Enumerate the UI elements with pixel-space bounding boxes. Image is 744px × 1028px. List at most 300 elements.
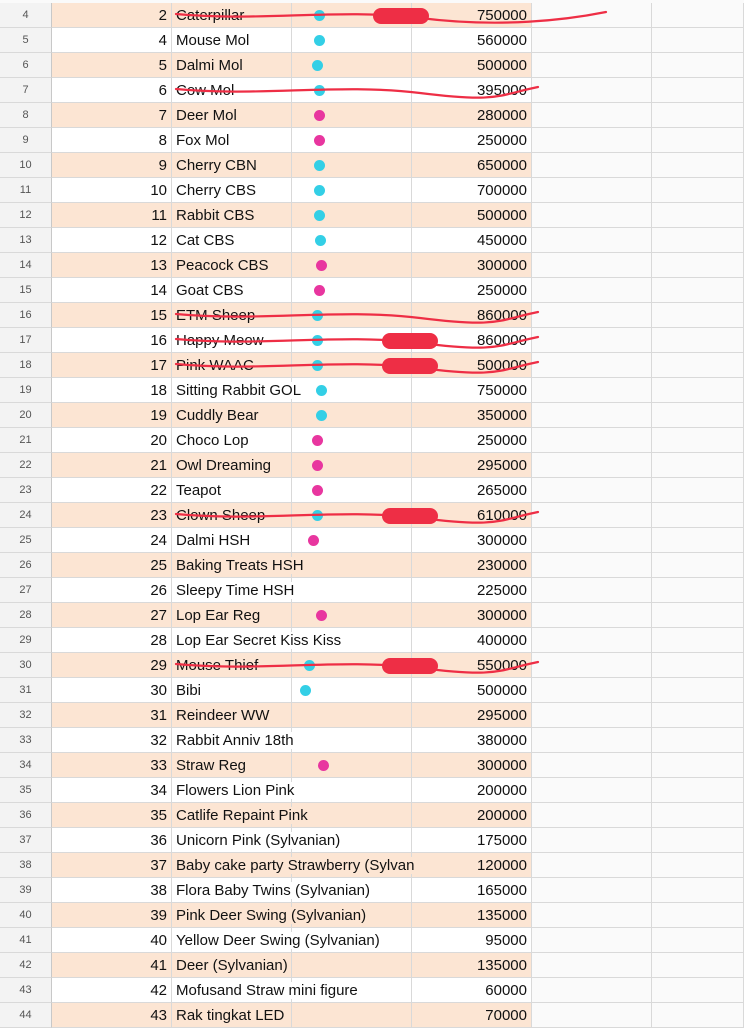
- empty-cell[interactable]: [652, 503, 744, 528]
- empty-cell[interactable]: [532, 728, 652, 753]
- item-name-text: Lop Ear Reg: [176, 607, 261, 624]
- status-cell[interactable]: [292, 203, 412, 228]
- status-cell[interactable]: [292, 353, 412, 378]
- price-cell[interactable]: 250000: [412, 278, 532, 303]
- price-cell[interactable]: 300000: [412, 253, 532, 278]
- empty-cell[interactable]: [532, 653, 652, 678]
- empty-cell[interactable]: [652, 678, 744, 703]
- price-cell[interactable]: 280000: [412, 103, 532, 128]
- row-number-header[interactable]: 25: [0, 528, 52, 553]
- item-number-cell[interactable]: 37: [52, 853, 172, 878]
- empty-cell[interactable]: [652, 778, 744, 803]
- empty-cell[interactable]: [652, 753, 744, 778]
- item-name-cell[interactable]: [172, 553, 304, 578]
- item-number-cell[interactable]: 31: [52, 703, 172, 728]
- price-cell[interactable]: 265000: [412, 478, 532, 503]
- item-number-cell[interactable]: 24: [52, 528, 172, 553]
- empty-cell[interactable]: [652, 428, 744, 453]
- empty-cell[interactable]: [532, 628, 652, 653]
- price-cell[interactable]: 550000: [412, 653, 532, 678]
- item-number-cell[interactable]: 29: [52, 653, 172, 678]
- item-name-cell[interactable]: [172, 728, 292, 753]
- row-number-header[interactable]: 10: [0, 153, 52, 178]
- empty-cell[interactable]: [532, 253, 652, 278]
- item-number-cell[interactable]: 42: [52, 978, 172, 1003]
- item-number-cell[interactable]: 41: [52, 953, 172, 978]
- item-name-cell[interactable]: [172, 603, 292, 628]
- item-number-cell[interactable]: 12: [52, 228, 172, 253]
- blue-dot-icon: [312, 310, 323, 321]
- item-name-cell[interactable]: [172, 903, 367, 928]
- item-name-cell[interactable]: [172, 328, 292, 353]
- price-cell[interactable]: 295000: [412, 703, 532, 728]
- empty-cell[interactable]: [652, 228, 744, 253]
- empty-cell[interactable]: [532, 528, 652, 553]
- status-cell[interactable]: [292, 678, 412, 703]
- empty-cell[interactable]: [532, 78, 652, 103]
- item-name-text: Clown Sheep: [176, 507, 266, 524]
- status-cell[interactable]: [292, 403, 412, 428]
- empty-cell[interactable]: [652, 578, 744, 603]
- item-name-cell[interactable]: [172, 528, 292, 553]
- empty-cell[interactable]: [532, 853, 652, 878]
- item-name-cell[interactable]: [172, 953, 292, 978]
- price-cell[interactable]: 750000: [412, 378, 532, 403]
- empty-cell[interactable]: [532, 1003, 652, 1028]
- empty-cell[interactable]: [652, 803, 744, 828]
- row-number-header[interactable]: 13: [0, 228, 52, 253]
- row-number-header[interactable]: 30: [0, 653, 52, 678]
- status-cell[interactable]: [292, 478, 412, 503]
- empty-cell[interactable]: [532, 103, 652, 128]
- item-name-cell[interactable]: [172, 378, 302, 403]
- price-cell[interactable]: 175000: [412, 828, 532, 853]
- price-cell[interactable]: 295000: [412, 453, 532, 478]
- table-row: [0, 928, 744, 953]
- item-name-text: Cherry CBN: [176, 157, 257, 174]
- item-name-cell[interactable]: [172, 853, 415, 878]
- row-number-header[interactable]: 18: [0, 353, 52, 378]
- status-cell[interactable]: [292, 553, 412, 578]
- blue-dot-icon: [314, 185, 325, 196]
- status-cell[interactable]: [292, 953, 412, 978]
- item-name-cell[interactable]: [172, 978, 358, 1003]
- row-number-header[interactable]: 44: [0, 1003, 52, 1028]
- empty-cell[interactable]: [532, 953, 652, 978]
- item-name-cell[interactable]: [172, 178, 292, 203]
- price-cell[interactable]: 650000: [412, 153, 532, 178]
- row-number-header[interactable]: 28: [0, 603, 52, 628]
- item-name-text: Teapot: [176, 482, 222, 499]
- row-number-header[interactable]: 37: [0, 828, 52, 853]
- empty-cell[interactable]: [652, 153, 744, 178]
- empty-cell[interactable]: [532, 453, 652, 478]
- item-name-cell[interactable]: [172, 928, 380, 953]
- status-cell[interactable]: [292, 178, 412, 203]
- empty-cell[interactable]: [532, 153, 652, 178]
- empty-cell[interactable]: [532, 378, 652, 403]
- price-cell[interactable]: 70000: [412, 1003, 532, 1028]
- status-cell[interactable]: [292, 528, 412, 553]
- status-cell[interactable]: [292, 328, 412, 353]
- item-number-cell[interactable]: 6: [52, 78, 172, 103]
- empty-cell[interactable]: [652, 628, 744, 653]
- empty-cell[interactable]: [532, 53, 652, 78]
- row-number-header[interactable]: 35: [0, 778, 52, 803]
- status-cell[interactable]: [292, 303, 412, 328]
- empty-cell[interactable]: [652, 553, 744, 578]
- item-name-cell[interactable]: [172, 403, 292, 428]
- item-number-cell[interactable]: 38: [52, 878, 172, 903]
- empty-cell[interactable]: [532, 3, 652, 28]
- empty-cell[interactable]: [652, 328, 744, 353]
- row-number-header[interactable]: 15: [0, 278, 52, 303]
- price-cell[interactable]: 395000: [412, 78, 532, 103]
- empty-cell[interactable]: [652, 603, 744, 628]
- status-cell[interactable]: [292, 603, 412, 628]
- empty-cell[interactable]: [652, 928, 744, 953]
- price-cell[interactable]: 200000: [412, 803, 532, 828]
- item-name-cell[interactable]: [172, 678, 292, 703]
- item-name-cell[interactable]: [172, 803, 308, 828]
- empty-cell[interactable]: [652, 878, 744, 903]
- item-number-cell[interactable]: 25: [52, 553, 172, 578]
- price-cell[interactable]: 500000: [412, 203, 532, 228]
- row-number-header[interactable]: 36: [0, 803, 52, 828]
- price-cell[interactable]: 350000: [412, 403, 532, 428]
- empty-cell[interactable]: [532, 903, 652, 928]
- row-number-header[interactable]: 39: [0, 878, 52, 903]
- price-cell[interactable]: 165000: [412, 878, 532, 903]
- empty-cell[interactable]: [532, 228, 652, 253]
- empty-cell[interactable]: [532, 803, 652, 828]
- empty-cell[interactable]: [652, 703, 744, 728]
- empty-cell[interactable]: [652, 853, 744, 878]
- empty-cell[interactable]: [652, 53, 744, 78]
- item-name-cell[interactable]: [172, 28, 292, 53]
- empty-cell[interactable]: [532, 328, 652, 353]
- price-cell[interactable]: 500000: [412, 53, 532, 78]
- item-number-cell[interactable]: 13: [52, 253, 172, 278]
- item-number-cell[interactable]: 23: [52, 503, 172, 528]
- empty-cell[interactable]: [652, 1003, 744, 1028]
- price-cell[interactable]: 610000: [412, 503, 532, 528]
- status-cell[interactable]: [292, 128, 412, 153]
- price-cell[interactable]: 380000: [412, 728, 532, 753]
- item-name-cell[interactable]: [172, 753, 292, 778]
- row-number-header[interactable]: 11: [0, 178, 52, 203]
- item-name-text: Choco Lop: [176, 432, 249, 449]
- price-cell[interactable]: 860000: [412, 303, 532, 328]
- item-name-cell[interactable]: [172, 53, 292, 78]
- status-cell[interactable]: [292, 753, 412, 778]
- item-name-cell[interactable]: [172, 878, 370, 903]
- item-name-cell[interactable]: [172, 78, 292, 103]
- row-number-header[interactable]: 17: [0, 328, 52, 353]
- item-number-cell[interactable]: 5: [52, 53, 172, 78]
- price-cell[interactable]: 230000: [412, 553, 532, 578]
- item-name-cell[interactable]: [172, 3, 292, 28]
- status-cell[interactable]: [292, 453, 412, 478]
- price-cell[interactable]: 860000: [412, 328, 532, 353]
- empty-cell[interactable]: [652, 903, 744, 928]
- item-name-cell[interactable]: [172, 578, 295, 603]
- item-number-cell[interactable]: 39: [52, 903, 172, 928]
- empty-cell[interactable]: [652, 453, 744, 478]
- row-number-header[interactable]: 31: [0, 678, 52, 703]
- row-number-header[interactable]: 22: [0, 453, 52, 478]
- empty-cell[interactable]: [652, 128, 744, 153]
- status-cell[interactable]: [292, 578, 412, 603]
- item-number-cell[interactable]: 22: [52, 478, 172, 503]
- status-cell[interactable]: [292, 28, 412, 53]
- item-name-cell[interactable]: [172, 303, 292, 328]
- item-name-cell[interactable]: [172, 703, 292, 728]
- empty-cell[interactable]: [652, 403, 744, 428]
- price-cell[interactable]: 250000: [412, 428, 532, 453]
- status-cell[interactable]: [292, 728, 412, 753]
- empty-cell[interactable]: [652, 253, 744, 278]
- empty-cell[interactable]: [652, 28, 744, 53]
- empty-cell[interactable]: [532, 678, 652, 703]
- item-number-cell[interactable]: 26: [52, 578, 172, 603]
- row-number-header[interactable]: 23: [0, 478, 52, 503]
- empty-cell[interactable]: [532, 878, 652, 903]
- row-number-header[interactable]: 6: [0, 53, 52, 78]
- row-number-header[interactable]: 40: [0, 903, 52, 928]
- empty-cell[interactable]: [532, 278, 652, 303]
- empty-cell[interactable]: [532, 353, 652, 378]
- row-number-header[interactable]: 5: [0, 28, 52, 53]
- item-number-cell[interactable]: 35: [52, 803, 172, 828]
- table-row: [0, 428, 744, 453]
- item-number-cell[interactable]: 21: [52, 453, 172, 478]
- item-name-cell[interactable]: [172, 453, 292, 478]
- price-cell[interactable]: 560000: [412, 28, 532, 53]
- row-number-header[interactable]: 24: [0, 503, 52, 528]
- item-number-cell[interactable]: 27: [52, 603, 172, 628]
- item-number-cell[interactable]: 16: [52, 328, 172, 353]
- row-number-header[interactable]: 9: [0, 128, 52, 153]
- price-cell[interactable]: 200000: [412, 778, 532, 803]
- price-cell[interactable]: 400000: [412, 628, 532, 653]
- item-number-cell[interactable]: 40: [52, 928, 172, 953]
- item-name-text: Rak tingkat LED: [176, 1007, 285, 1024]
- status-cell[interactable]: [292, 53, 412, 78]
- empty-cell[interactable]: [652, 653, 744, 678]
- status-cell[interactable]: [292, 428, 412, 453]
- item-name-cell[interactable]: [172, 103, 292, 128]
- empty-cell[interactable]: [652, 278, 744, 303]
- item-number-cell[interactable]: 34: [52, 778, 172, 803]
- row-number-header[interactable]: 26: [0, 553, 52, 578]
- status-cell[interactable]: [292, 228, 412, 253]
- status-cell[interactable]: [292, 703, 412, 728]
- item-name-cell[interactable]: [172, 1003, 292, 1028]
- empty-cell[interactable]: [652, 478, 744, 503]
- empty-cell[interactable]: [652, 353, 744, 378]
- item-name-cell[interactable]: [172, 128, 292, 153]
- status-cell[interactable]: [292, 253, 412, 278]
- status-cell[interactable]: [292, 378, 412, 403]
- empty-cell[interactable]: [652, 953, 744, 978]
- item-name-cell[interactable]: [172, 478, 292, 503]
- price-cell[interactable]: 95000: [412, 928, 532, 953]
- pink-dot-icon: [312, 460, 323, 471]
- empty-cell[interactable]: [532, 978, 652, 1003]
- empty-cell[interactable]: [532, 603, 652, 628]
- empty-cell[interactable]: [532, 403, 652, 428]
- empty-cell[interactable]: [532, 203, 652, 228]
- empty-cell[interactable]: [532, 303, 652, 328]
- price-cell[interactable]: 450000: [412, 228, 532, 253]
- item-number-cell[interactable]: 17: [52, 353, 172, 378]
- pink-dot-icon: [318, 760, 329, 771]
- item-number-cell[interactable]: 7: [52, 103, 172, 128]
- row-number-header[interactable]: 21: [0, 428, 52, 453]
- table-row: [0, 778, 744, 803]
- item-name-cell[interactable]: [172, 353, 292, 378]
- item-number-cell[interactable]: 14: [52, 278, 172, 303]
- price-cell[interactable]: 60000: [412, 978, 532, 1003]
- empty-cell[interactable]: [652, 828, 744, 853]
- item-name-cell[interactable]: [172, 828, 341, 853]
- item-name-text: Straw Reg: [176, 757, 247, 774]
- row-number-header[interactable]: 12: [0, 203, 52, 228]
- empty-cell[interactable]: [652, 378, 744, 403]
- item-name-cell[interactable]: [172, 778, 295, 803]
- table-row: [0, 653, 744, 678]
- empty-cell[interactable]: [532, 428, 652, 453]
- empty-cell[interactable]: [532, 178, 652, 203]
- item-name-cell[interactable]: [172, 653, 292, 678]
- price-cell[interactable]: 700000: [412, 178, 532, 203]
- price-cell[interactable]: 225000: [412, 578, 532, 603]
- empty-cell[interactable]: [532, 703, 652, 728]
- status-cell[interactable]: [292, 503, 412, 528]
- price-cell[interactable]: 135000: [412, 953, 532, 978]
- empty-cell[interactable]: [532, 778, 652, 803]
- empty-cell[interactable]: [652, 103, 744, 128]
- price-cell[interactable]: 250000: [412, 128, 532, 153]
- item-name-text: Lop Ear Secret Kiss Kiss: [176, 632, 342, 649]
- item-name-text: Dalmi Mol: [176, 57, 243, 74]
- empty-cell[interactable]: [652, 203, 744, 228]
- empty-cell[interactable]: [652, 528, 744, 553]
- status-cell[interactable]: [292, 1003, 412, 1028]
- row-number-header[interactable]: 16: [0, 303, 52, 328]
- item-number-cell[interactable]: 10: [52, 178, 172, 203]
- empty-cell[interactable]: [532, 828, 652, 853]
- empty-cell[interactable]: [652, 3, 744, 28]
- item-number-cell[interactable]: 18: [52, 378, 172, 403]
- item-number-cell[interactable]: 8: [52, 128, 172, 153]
- empty-cell[interactable]: [532, 128, 652, 153]
- price-cell[interactable]: 500000: [412, 353, 532, 378]
- row-number-header[interactable]: 43: [0, 978, 52, 1003]
- table-row: [0, 203, 744, 228]
- status-cell[interactable]: [292, 78, 412, 103]
- item-name-cell[interactable]: [172, 428, 292, 453]
- price-cell[interactable]: 300000: [412, 753, 532, 778]
- item-name-cell[interactable]: [172, 228, 292, 253]
- price-cell[interactable]: 300000: [412, 603, 532, 628]
- item-number-cell[interactable]: 9: [52, 153, 172, 178]
- row-number-header[interactable]: 38: [0, 853, 52, 878]
- empty-cell[interactable]: [532, 553, 652, 578]
- price-cell[interactable]: 750000: [412, 3, 532, 28]
- item-number-cell[interactable]: 4: [52, 28, 172, 53]
- row-number-header[interactable]: 33: [0, 728, 52, 753]
- item-number-cell[interactable]: 15: [52, 303, 172, 328]
- item-number-cell[interactable]: 30: [52, 678, 172, 703]
- empty-cell[interactable]: [652, 178, 744, 203]
- price-cell[interactable]: 300000: [412, 528, 532, 553]
- item-number-cell[interactable]: 43: [52, 1003, 172, 1028]
- row-number-header[interactable]: 14: [0, 253, 52, 278]
- row-number-header[interactable]: 42: [0, 953, 52, 978]
- empty-cell[interactable]: [532, 578, 652, 603]
- item-number-cell[interactable]: 28: [52, 628, 172, 653]
- row-number-header[interactable]: 7: [0, 78, 52, 103]
- empty-cell[interactable]: [532, 28, 652, 53]
- item-number-cell[interactable]: 36: [52, 828, 172, 853]
- empty-cell[interactable]: [532, 928, 652, 953]
- empty-cell[interactable]: [652, 978, 744, 1003]
- empty-cell[interactable]: [652, 303, 744, 328]
- item-number-cell[interactable]: 2: [52, 3, 172, 28]
- row-number-header[interactable]: 41: [0, 928, 52, 953]
- item-name-cell[interactable]: [172, 203, 292, 228]
- row-number-header[interactable]: 19: [0, 378, 52, 403]
- item-name-cell[interactable]: [172, 253, 292, 278]
- item-name-cell[interactable]: [172, 278, 292, 303]
- empty-cell[interactable]: [652, 728, 744, 753]
- item-number-cell[interactable]: 19: [52, 403, 172, 428]
- row-number-header[interactable]: 32: [0, 703, 52, 728]
- price-cell[interactable]: 500000: [412, 678, 532, 703]
- item-name-text: Rabbit CBS: [176, 207, 255, 224]
- row-number-header[interactable]: 20: [0, 403, 52, 428]
- empty-cell[interactable]: [532, 503, 652, 528]
- item-name-cell[interactable]: [172, 628, 342, 653]
- item-name-cell[interactable]: [172, 153, 292, 178]
- row-number-header[interactable]: 27: [0, 578, 52, 603]
- item-number-cell[interactable]: 11: [52, 203, 172, 228]
- status-cell[interactable]: [292, 653, 412, 678]
- item-number-cell[interactable]: 33: [52, 753, 172, 778]
- status-cell[interactable]: [292, 278, 412, 303]
- row-number-header[interactable]: 34: [0, 753, 52, 778]
- status-cell[interactable]: [292, 778, 412, 803]
- price-cell[interactable]: 135000: [412, 903, 532, 928]
- empty-cell[interactable]: [532, 753, 652, 778]
- item-name-cell[interactable]: [172, 503, 292, 528]
- empty-cell[interactable]: [652, 78, 744, 103]
- status-cell[interactable]: [292, 103, 412, 128]
- empty-cell[interactable]: [532, 478, 652, 503]
- status-cell[interactable]: [292, 153, 412, 178]
- status-cell[interactable]: [292, 803, 412, 828]
- item-number-cell[interactable]: 20: [52, 428, 172, 453]
- price-cell[interactable]: 120000: [412, 853, 532, 878]
- row-number-header[interactable]: 8: [0, 103, 52, 128]
- row-number-header[interactable]: 4: [0, 3, 52, 28]
- status-cell[interactable]: [292, 3, 412, 28]
- row-number-header[interactable]: 29: [0, 628, 52, 653]
- blue-dot-icon: [312, 60, 323, 71]
- item-number-cell[interactable]: 32: [52, 728, 172, 753]
